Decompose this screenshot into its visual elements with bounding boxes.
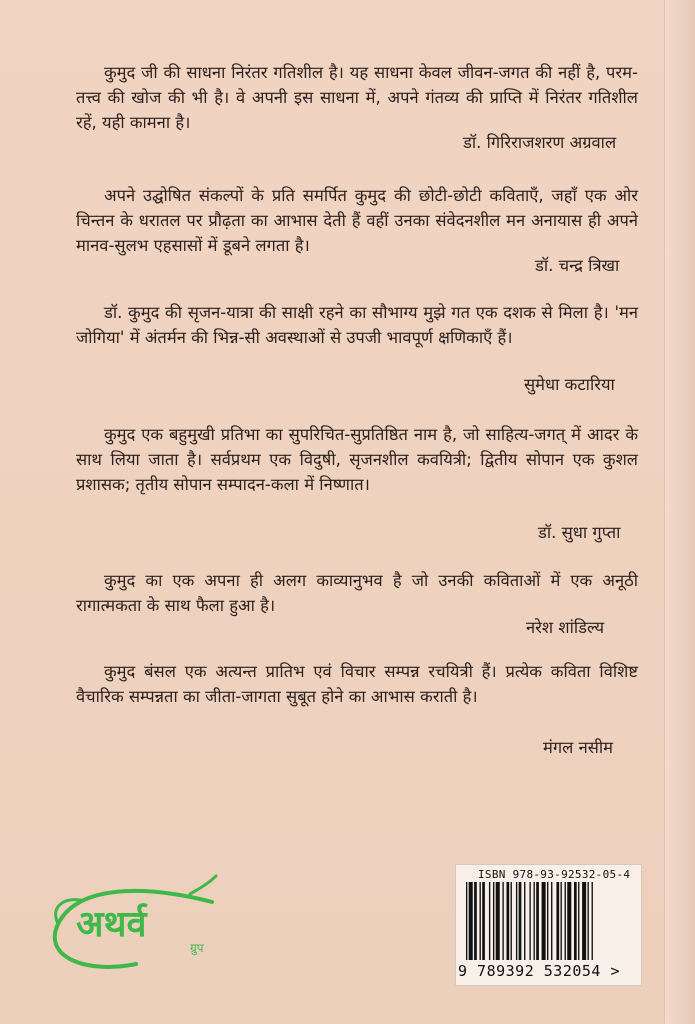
quote-3: [76, 300, 638, 350]
quote-5-author: नरेश शांडिल्य: [526, 618, 605, 637]
barcode-bar: [507, 882, 510, 960]
barcode-bar: [561, 882, 562, 960]
barcode-bar: [588, 882, 589, 960]
barcode-bar: [480, 882, 481, 960]
barcode-bar: [469, 882, 473, 960]
publisher-logo-mark: [40, 858, 250, 988]
barcode-bar: [474, 882, 477, 960]
quote-1: [76, 60, 638, 135]
isbn-digits: 9 789392 532054 >: [458, 962, 621, 980]
isbn-label: ISBN 978-93-92532-05-4: [478, 868, 631, 881]
quote-2: [76, 183, 638, 258]
publisher-logo: [40, 858, 250, 988]
barcode-bar: [551, 882, 552, 960]
barcode-bar: [516, 882, 517, 960]
barcode-bar: [529, 882, 530, 960]
barcode-bar: [534, 882, 535, 960]
barcode-bar: [578, 882, 579, 960]
quote-1-text: कुमुद जी की साधना निरंतर गतिशील है। यह साधना केवल जीवन-जगत की नहीं है, परम-तत्त्व की खोज की भी है। वे अपनी इस साधना में, अपने गंतव्य की प्राप्ति में निरंतर गतिशील रहें, यही कामना है।: [76, 63, 638, 132]
barcode-bar: [582, 882, 586, 960]
barcode-bar: [592, 882, 593, 960]
barcode-bar: [496, 882, 500, 960]
barcode-bar: [565, 882, 566, 960]
quote-6-author: मंगल नसीम: [543, 738, 614, 757]
quote-4: [76, 422, 638, 497]
barcode-bar: [511, 882, 512, 960]
quote-6-text: कुमुद बंसल एक अत्यन्त प्रातिभ एवं विचार सम्पन्न रचयित्री हैं। प्रत्येक कविता विशिष्ट वैचारिक सम्पन्नता का जीता-जागता सुबूत होने का आभास कराती है।: [76, 662, 638, 706]
quote-2-text: अपने उद्घोषित संकल्पों के प्रति समर्पित कुमुद की छोटी-छोटी कविताएँ, जहाँ एक ओर चिन्तन के धरातल पर प्रौढ़ता का आभास देती हैं वहीं उनका संवेदनशील मन अनायास ही अपने मानव-सुलभ एहसासों में डूबने लगता है।: [76, 186, 638, 255]
publisher-tag: ग्रुप: [190, 941, 204, 955]
quote-3-author: सुमेधा कटारिया: [524, 375, 615, 394]
barcode-bar: [547, 882, 548, 960]
book-spine-edge: [664, 0, 695, 1024]
quote-4-author: डॉ. सुधा गुप्ता: [538, 523, 621, 542]
quote-6: [76, 659, 638, 709]
barcode-bar: [556, 882, 559, 960]
quote-2-author: डॉ. चन्द्र त्रिखा: [535, 256, 620, 275]
barcode-bar: [567, 882, 571, 960]
barcode-bar: [574, 882, 577, 960]
barcode-bar: [482, 882, 485, 960]
barcode-bar: [493, 882, 494, 960]
barcode-bar: [502, 882, 503, 960]
quote-1-author: डॉ. गिरिराजशरण अग्रवाल: [463, 133, 617, 152]
quote-3-text: डॉ. कुमुद की सृजन-यात्रा की साक्षी रहने का सौभाग्य मुझे गत एक दशक से मिला है। 'मन जोगिया' में अंतर्मन की भिन्न-सी अवस्थाओं से उपजी भावपूर्ण क्षणिकाएँ हैं।: [76, 303, 638, 347]
barcode-bar: [519, 882, 522, 960]
publisher-name: अथर्व: [76, 904, 147, 945]
quote-5-text: कुमुद का एक अपना ही अलग काव्यानुभव है जो उनकी कविताओं में एक अनूठी रागात्मकता के साथ फैला हुआ है।: [76, 571, 638, 615]
barcode-bar: [466, 882, 467, 960]
quote-5: [76, 568, 638, 618]
barcode-bar: [542, 882, 546, 960]
barcode-box: [455, 864, 642, 986]
barcode-bar: [524, 882, 525, 960]
barcode-bar: [536, 882, 539, 960]
barcode-bar: [489, 882, 490, 960]
quote-4-text: कुमुद एक बहुमुखी प्रतिभा का सुपरिचित-सुप्रतिष्ठित नाम है, जो साहित्य-जगत् में आदर के साथ लिया जाता है। सर्वप्रथम एक विदुषी, सृजनशील कवयित्री; द्वितीय सोपान एक कुशल प्रशासक; तृतीय सोपान सम्पादन-कला में निष्णात।: [76, 425, 638, 494]
